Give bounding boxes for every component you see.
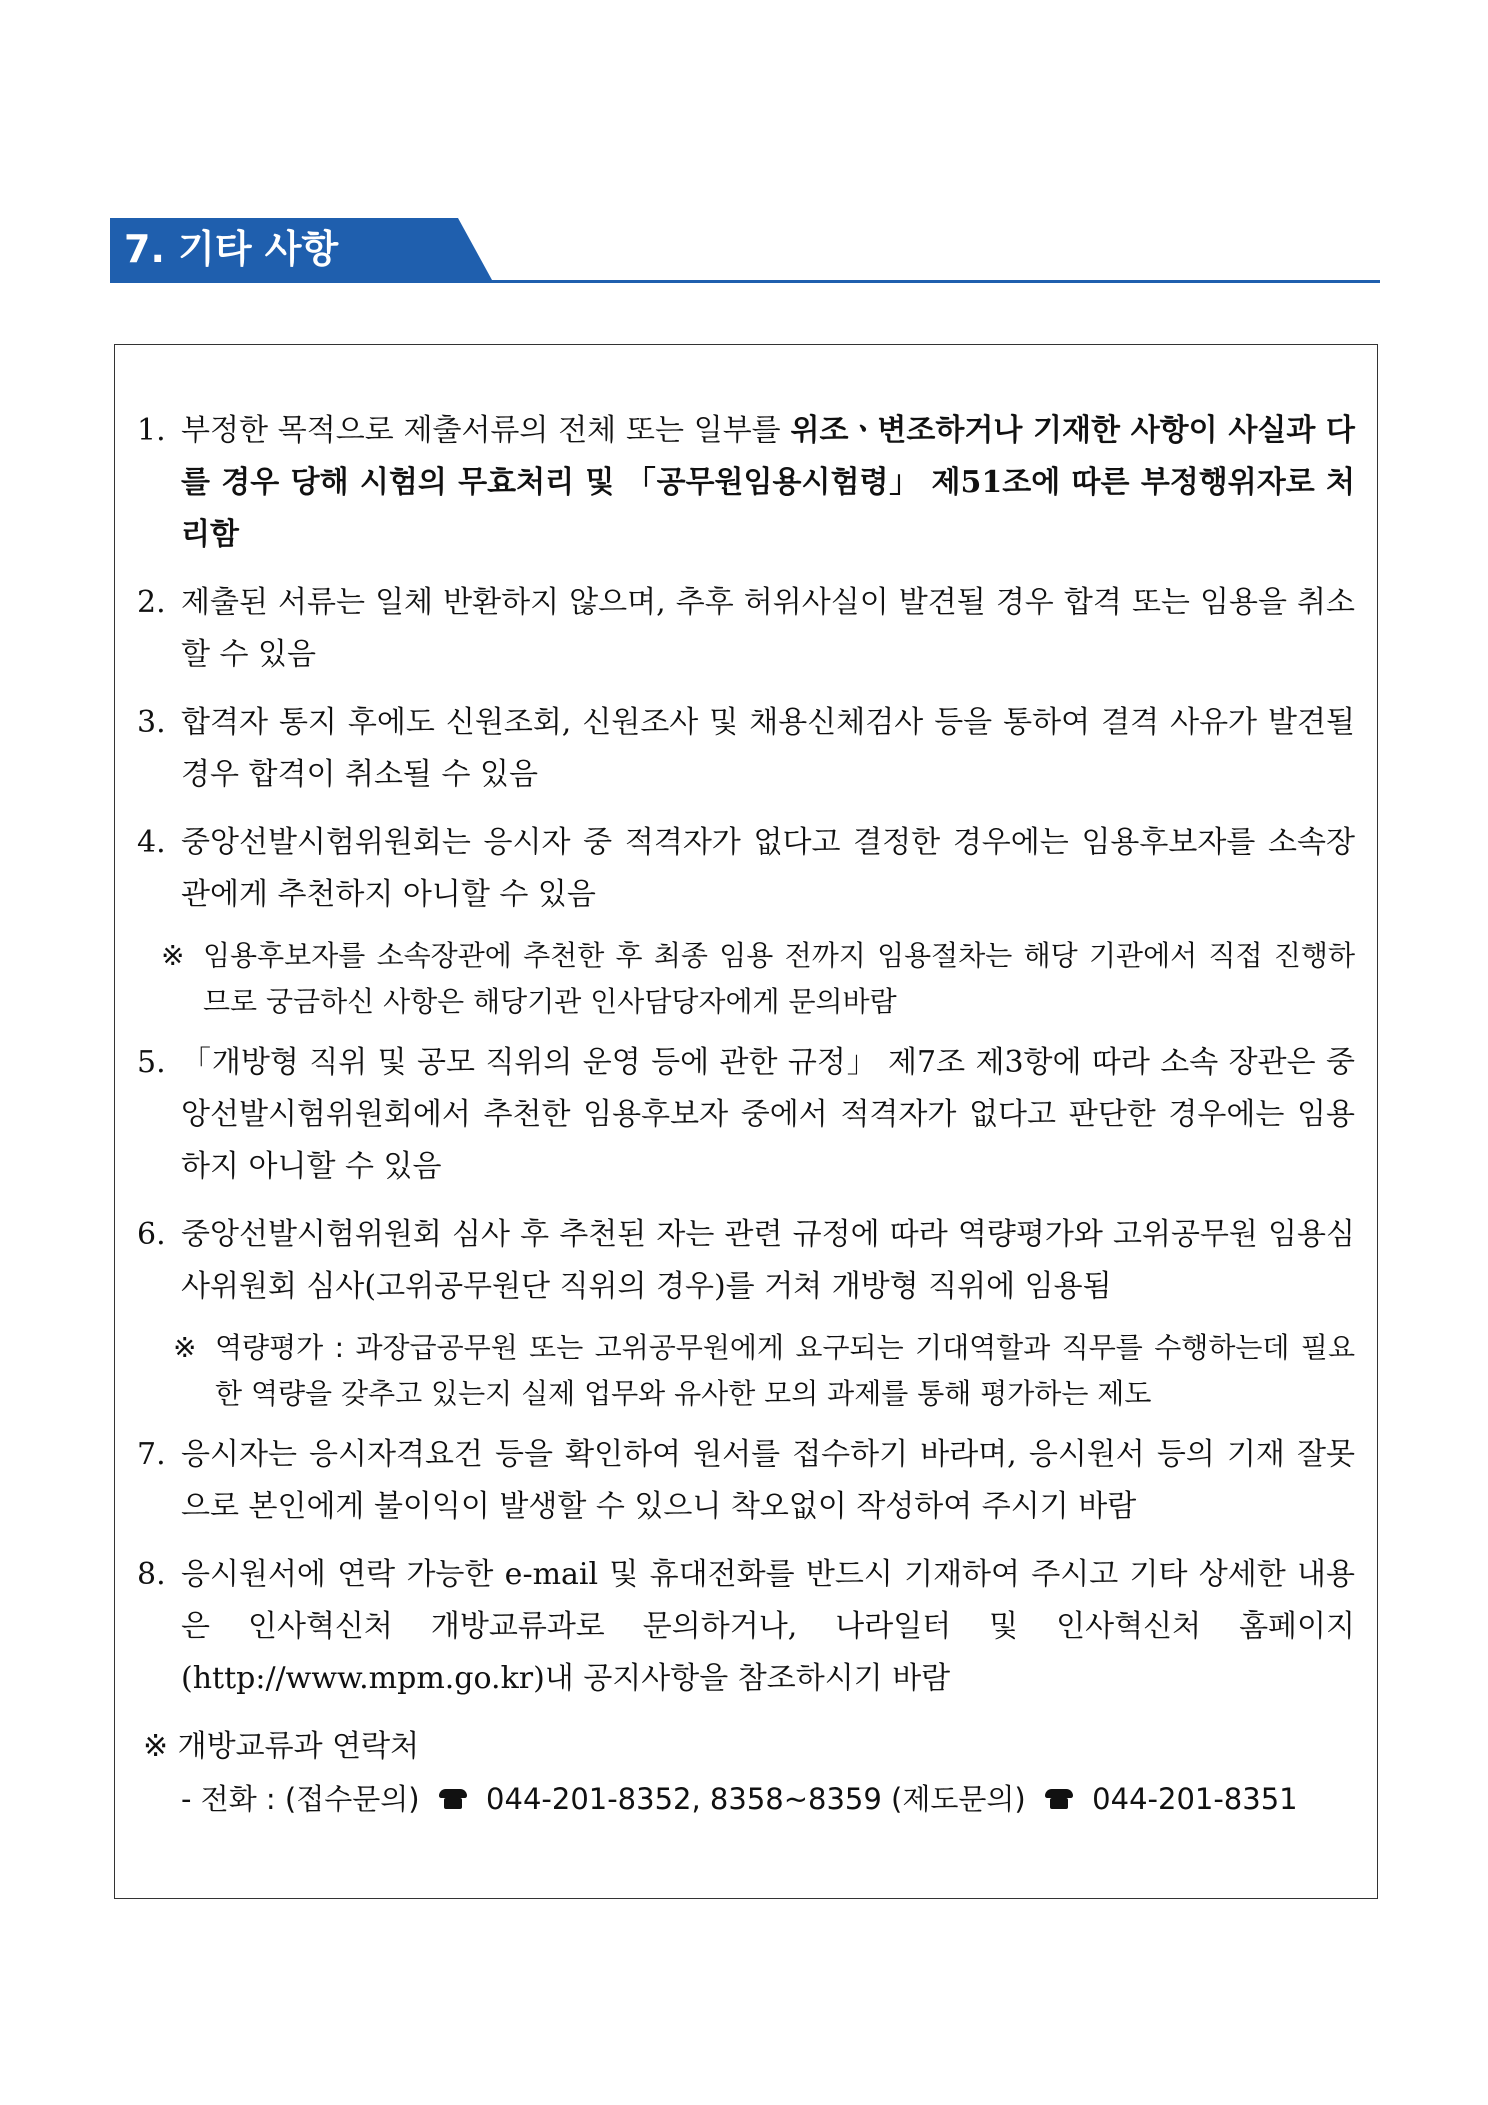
note-competency-assessment: [137, 1325, 1355, 1417]
phone-system-number: 044-201-8351: [1092, 1782, 1298, 1816]
contact-heading: ※ 개방교류과 연락처: [143, 1729, 420, 1764]
note-candidate-procedure: [137, 933, 1355, 1025]
item-text: 부정한 목적으로 제출서류의 전체 또는 일부를: [181, 413, 791, 448]
section-rule: [110, 280, 1380, 283]
contact-phone-line: [137, 1773, 1355, 1825]
phone-receipt-number: 044-201-8352, 8358~8359: [486, 1782, 882, 1816]
phone-prefix: - 전화 : (접수문의): [181, 1782, 420, 1816]
item-number: 7.: [137, 1437, 166, 1472]
list-item-6: [137, 1209, 1355, 1313]
item-number: 6.: [137, 1217, 166, 1252]
telephone-icon: [1045, 1789, 1073, 1809]
item-text: 「개방형 직위 및 공모 직위의 운영 등에 관한 규정」 제7조 제3항에 따라 소속 장관은 중앙선발시험위원회에서 추천한 임용후보자 중에서 적격자가 없다고 판단한 경우에는 임용하지 아니할 수 있음: [181, 1045, 1355, 1184]
note-text: 역량평가 : 과장급공무원 또는 고위공무원에게 요구되는 기대역할과 직무를 수행하는데 필요한 역량을 갖추고 있는지 실제 업무와 유사한 모의 과제를 통해 평가하는 제도: [215, 1331, 1355, 1410]
list-item-1: [137, 405, 1355, 561]
list-item-8: [137, 1549, 1355, 1705]
item-number: 8.: [137, 1557, 166, 1592]
item-text-bold: 위조ㆍ변조하거나 기재한 사항이 사실과 다를 경우 당해 시험의 무효처리 및 「공무원임용시험령」 제51조에 따른 부정행위자로 처리함: [181, 413, 1355, 552]
list-item-3: [137, 697, 1355, 801]
inquiry-label: (제도문의): [891, 1782, 1026, 1816]
note-mark: ※: [161, 939, 185, 972]
list-item-2: [137, 577, 1355, 681]
item-number: 3.: [137, 705, 166, 740]
item-number: 1.: [137, 413, 166, 448]
note-mark: ※: [173, 1331, 197, 1364]
item-number: 4.: [137, 825, 166, 860]
section-title: 7. 기타 사항: [124, 227, 339, 271]
items-list: [137, 405, 1355, 1825]
item-text: 응시원서에 연락 가능한 e-mail 및 휴대전화를 반드시 기재하여 주시고 기타 상세한 내용은 인사혁신처 개방교류과로 문의하거나, 나라일터 및 인사혁신처 홈페이지(http://www.mpm.go.kr)내 공지사항을 참조하시기 바람: [181, 1557, 1355, 1696]
contact-info: [137, 1721, 1355, 1825]
item-text: 응시자는 응시자격요건 등을 확인하여 원서를 접수하기 바라며, 응시원서 등의 기재 잘못으로 본인에게 불이익이 발생할 수 있으니 착오없이 작성하여 주시기 바람: [181, 1437, 1355, 1524]
section-header: [110, 218, 1380, 284]
item-text: 중앙선발시험위원회 심사 후 추천된 자는 관련 규정에 따라 역량평가와 고위공무원 임용심사위원회 심사(고위공무원단 직위의 경우)를 거쳐 개방형 직위에 임용됨: [181, 1217, 1355, 1304]
item-number: 2.: [137, 585, 166, 620]
list-item-5: [137, 1037, 1355, 1193]
content-box: [114, 344, 1378, 1899]
item-text: 중앙선발시험위원회는 응시자 중 적격자가 없다고 결정한 경우에는 임용후보자를 소속장관에게 추천하지 아니할 수 있음: [181, 825, 1355, 912]
item-number: 5.: [137, 1045, 166, 1080]
item-text: 합격자 통지 후에도 신원조회, 신원조사 및 채용신체검사 등을 통하여 결격 사유가 발견될 경우 합격이 취소될 수 있음: [181, 705, 1355, 792]
list-item-7: [137, 1429, 1355, 1533]
item-text: 제출된 서류는 일체 반환하지 않으며, 추후 허위사실이 발견될 경우 합격 또는 임용을 취소할 수 있음: [181, 585, 1355, 672]
telephone-icon: [439, 1789, 467, 1809]
list-item-4: [137, 817, 1355, 921]
note-text: 임용후보자를 소속장관에 추천한 후 최종 임용 전까지 임용절차는 해당 기관에서 직접 진행하므로 궁금하신 사항은 해당기관 인사담당자에게 문의바람: [203, 939, 1355, 1018]
